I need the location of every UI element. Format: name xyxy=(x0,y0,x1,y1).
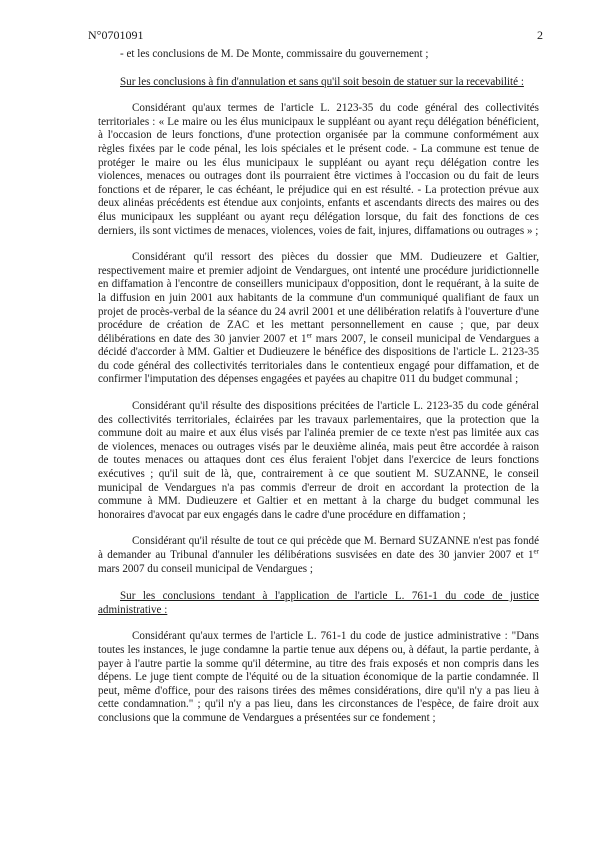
section-heading-annulation: Sur les conclusions à fin d'annulation et sans qu'il soit besoin de statuer sur la recevabilité : xyxy=(120,75,524,88)
paragraph-analysis: Considérant qu'il résulte des dispositions précitées de l'article L. 2123-35 du code général des collectivités territoriales, éclairées par les travaux parlementaires, que la protection que la commune doit au maire et aux élus visés par l'alinéa premier de ce texte n'est pas limitée aux cas de violences, menaces ou outrages visés par le deuxième alinéa, mais peut être accordée à raison de toutes menaces ou attaques dont ces élus feraient l'objet dans l'exercice de leurs fonctions exécutives ; qu'il suit de là, que, contrairement à ce que soutient M. SUZANNE, le conseil municipal de Vendargues n'a pas commis d'erreur de droit en accordant la protection de la commune à MM. Dudieuzere et Galtier et en mettant à la charge du budget communal les honoraires d'avocat par eux engagés dans le cadre d'une procédure en diffamation ; xyxy=(98,400,539,521)
document-body xyxy=(98,48,539,726)
case-number: N°0701091 xyxy=(88,28,144,42)
paragraph-facts: Considérant qu'il ressort des pièces du dossier que MM. Dudieuzere et Galtier, respectivement maire et premier adjoint de Vendargues, ont intenté une procédure juridictionnelle en diffamation à l'encontre de conseillers municipaux d'opposition, dont le requérant, à la suite de la diffusion en juin 2001 aux habitants de la commune d'un communiqué qualifiant de faux un projet de procès-verbal de la séance du 24 avril 2001 et une délibération relatifs à l'ouverture d'une procédure de création de ZAC et les mettant personnellement en cause ; que, par deux délibérations en date des 30 janvier 2007 et 1er mars 2007, le conseil municipal de Vendargues a décidé d'accorder à MM. Galtier et Dudieuzere le bénéfice des dispositions de l'article L. 2123-35 du code général des collectivités territoriales dans le contentieux engagé pour diffamation, et de confirmer l'imputation des dépenses engagées et payées au chapitre 011 du budget communal ; xyxy=(98,251,540,386)
paragraph-article-2123-35: Considérant qu'aux termes de l'article L. 2123-35 du code général des collectivités territoriales : « Le maire ou les élus municipaux le suppléant ou ayant reçu délégation bénéficient, à l'occasion de leurs fonctions, d'une protection organisée par la commune conformément aux règles fixées par le code pénal, les lois spéciales et le présent code. - La commune est tenue de protéger le maire ou les élus municipaux le suppléant ou ayant reçu délégation contre les violences, menaces ou outrages dont ils pourraient être victimes à l'occasion ou du fait de leurs fonctions et de réparer, le cas échéant, le préjudice qui en est résulté. - La protection prévue aux deux alinéas précédents est étendue aux conjoints, enfants et ascendants directs des maires ou des élus municipaux les suppléant ou ayant reçu délégation lorsque, du fait des fonctions de ces derniers, ils sont victimes de menaces, violences, voies de fait, injures, diffamations ou outrages » ; xyxy=(98,102,539,237)
paragraph-article-761-1: Considérant qu'aux termes de l'article L. 761-1 du code de justice administrative : "Dans toutes les instances, le juge condamne la partie tenue aux dépens ou, à défaut, la partie perdante, à payer à l'autre partie la somme qu'il détermine, au titre des frais exposés et non compris dans les dépens. Le juge tient compte de l'équité ou de la situation économique de la partie condamnée. Il peut, même d'office, pour des raisons tirées des mêmes considérations, dire qu'il n'y a pas lieu à cette condamnation." ; qu'il n'y a pas lieu, dans les circonstances de l'espèce, de faire droit aux conclusions que la commune de Vendargues a présentées sur ce fondement ; xyxy=(98,630,539,724)
paragraph-conclusion: Considérant qu'il résulte de tout ce qui précède que M. Bernard SUZANNE n'est pas fondé à demander au Tribunal d'annuler les délibérations susvisées en date des 30 janvier 2007 et 1er mars 2007 du conseil municipal de Vendargues ; xyxy=(98,535,539,575)
section-heading-article-761-1: Sur les conclusions tendant à l'application de l'article L. 761-1 du code de justice administrative : xyxy=(98,590,539,616)
page-number: 2 xyxy=(537,28,543,42)
intro-line: - et les conclusions de M. De Monte, commissaire du gouvernement ; xyxy=(120,48,429,60)
page-header xyxy=(88,28,543,43)
